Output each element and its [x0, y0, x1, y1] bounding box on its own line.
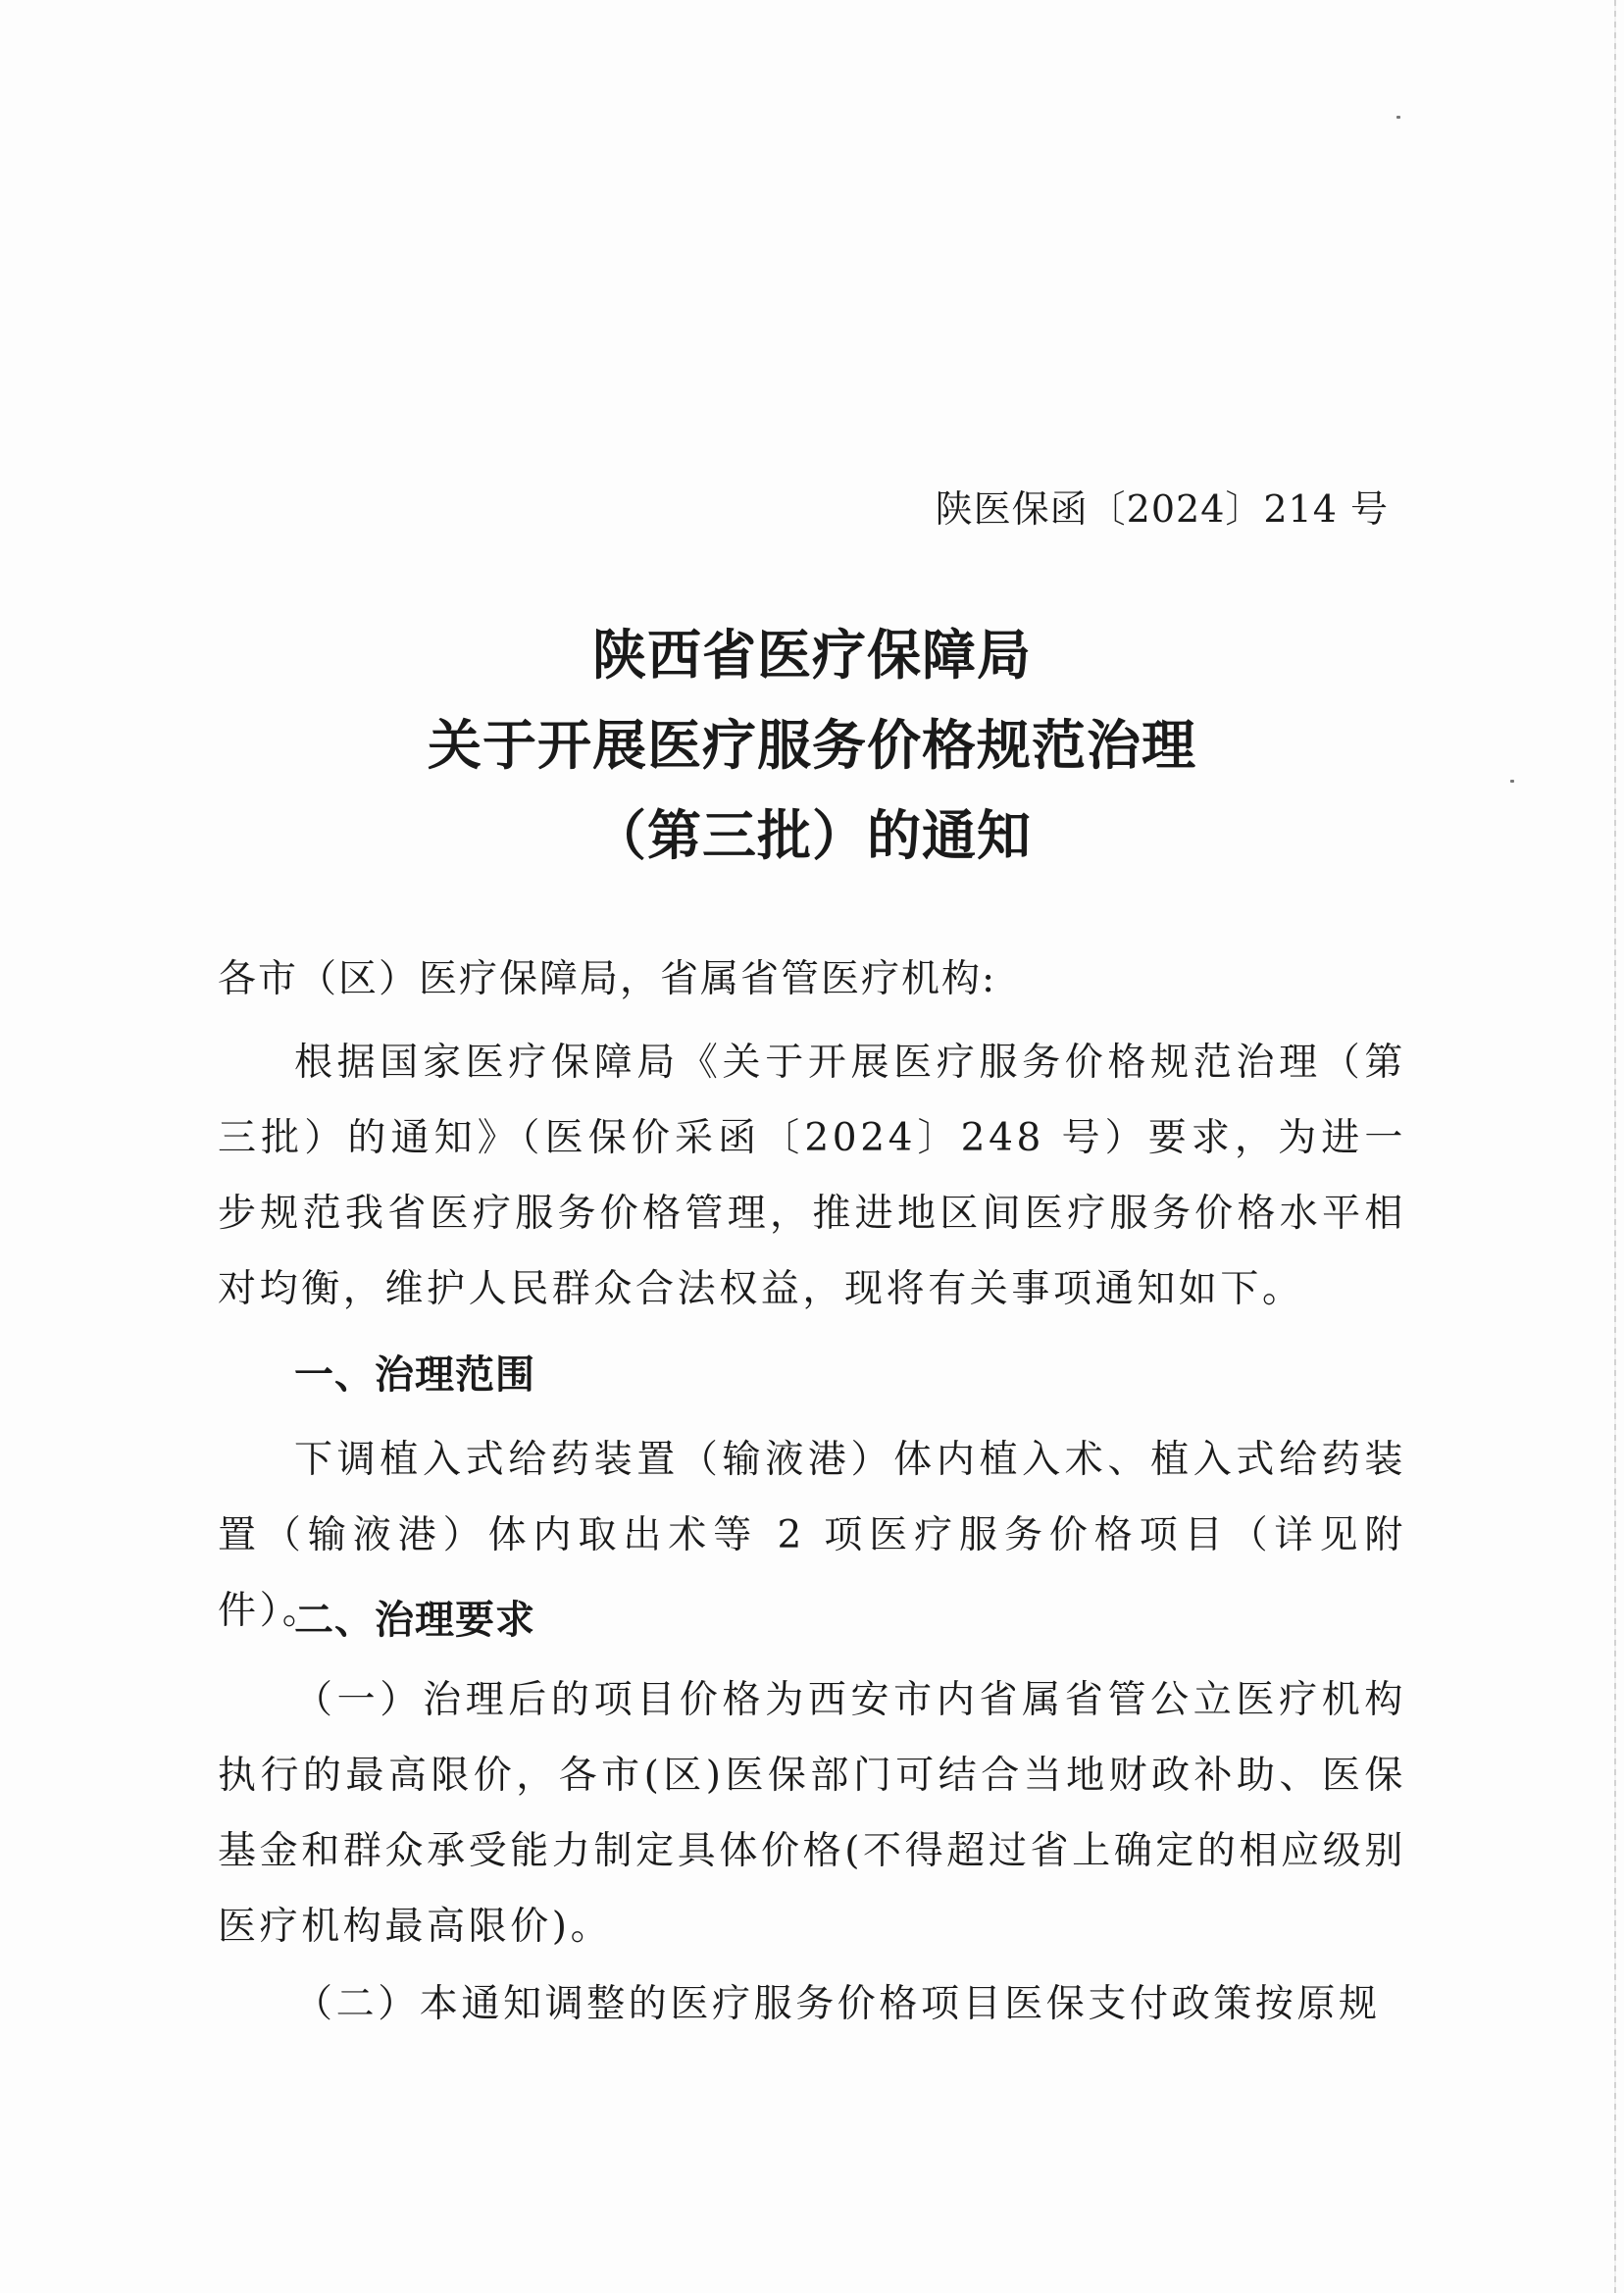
section-2-item-2: （二）本通知调整的医疗服务价格项目医保支付政策按原规 [294, 1982, 1381, 2026]
title-line-3: （第三批）的通知 [591, 803, 1032, 867]
section-1-paragraph: 下调植入式给药装置（输液港）体内植入术、植入式给药装置（输液港）体内取出术等 2 项医疗服务价格项目（详见附件）。 [218, 1438, 1406, 1633]
document-title [0, 610, 1624, 881]
section-1-heading: 一、治理范围 [294, 1352, 535, 1398]
title-line-2: 关于开展医疗服务价格规范治理 [427, 713, 1196, 777]
section-2-item-1: （一）治理后的项目价格为西安市内省属省管公立医疗机构执行的最高限价，各市(区)医保部门可结合当地财政补助、医保基金和群众承受能力制定具体价格(不得超过省上确定的相应级别医疗机构最高限价)。 [218, 1678, 1406, 1949]
title-line-1: 陕西省医疗保障局 [591, 623, 1032, 687]
intro-paragraph: 根据国家医疗保障局《关于开展医疗服务价格规范治理（第三批）的通知》（医保价采函〔2024〕248 号）要求，为进一步规范我省医疗服务价格管理，推进地区间医疗服务价格水平相对均衡，维护人民群众合法权益，现将有关事项通知如下。 [218, 1041, 1406, 1311]
scan-speck [1396, 116, 1400, 119]
section-2-heading: 二、治理要求 [294, 1598, 535, 1643]
salutation: 各市（区）医疗保障局，省属省管医疗机构: [218, 957, 997, 1001]
document-number: 陕医保函〔2024〕214 号 [935, 487, 1389, 531]
scan-edge-artifact [1614, 0, 1616, 2293]
